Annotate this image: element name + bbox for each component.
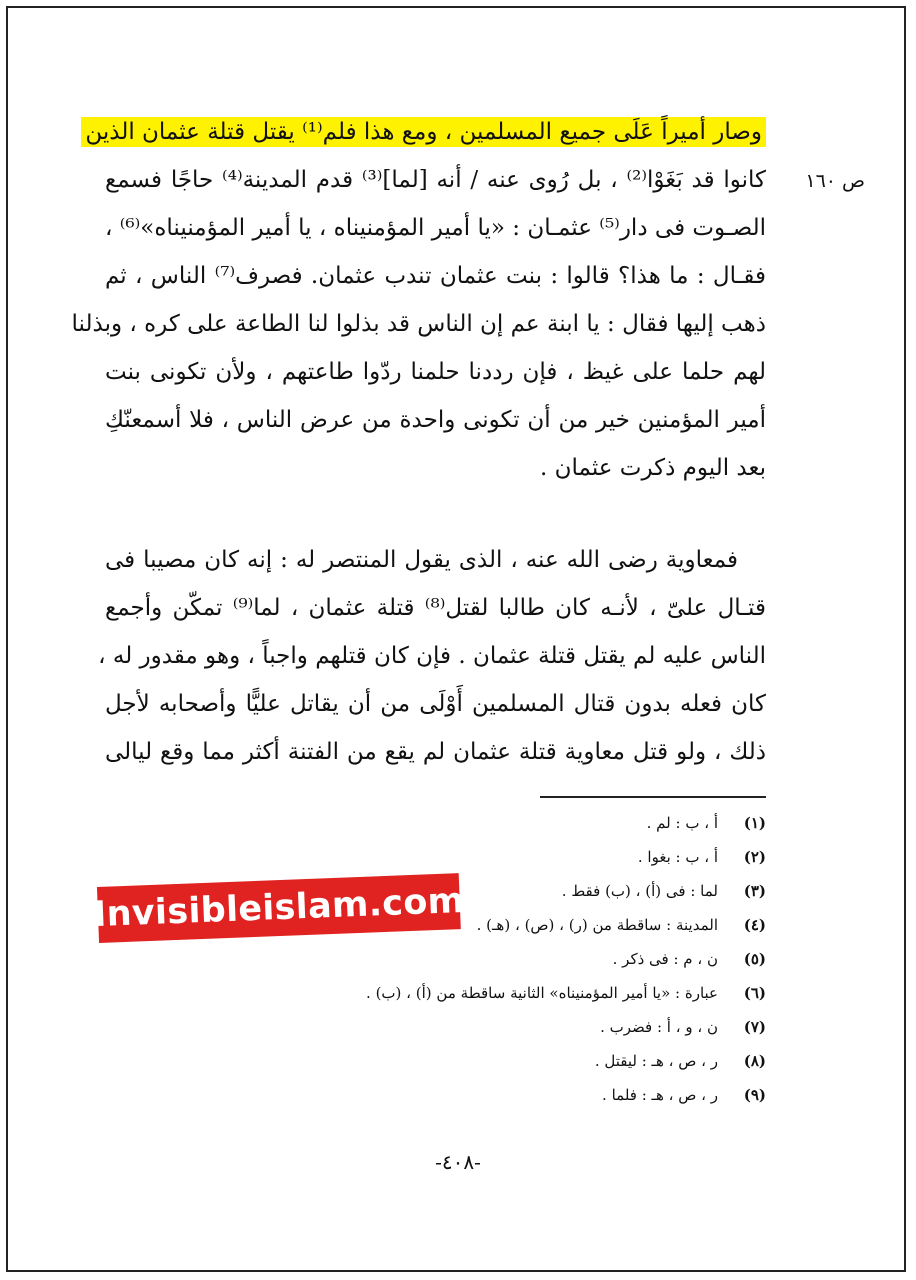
text-line: قتـال علىّ ، لأنـه كان طالبا لقتل⁽⁸⁾ قتلة عثمان ، لما⁽⁹⁾ تمكّن وأجمع	[105, 595, 766, 621]
footnote-text: أ ، ب : لم .	[646, 814, 718, 832]
footnote-text: المدينة : ساقطة من (ر) ، (ص) ، (هـ) .	[476, 916, 718, 934]
footnote-number: (٢)	[743, 848, 766, 866]
footnote	[206, 976, 766, 1010]
footnote-text: ن ، م : فى ذكر .	[612, 950, 718, 968]
footnote-number: (١)	[743, 814, 766, 832]
footnotes	[206, 806, 766, 1112]
text-line: بعد اليوم ذكرت عثمان .	[540, 455, 766, 481]
footnote-text: ن ، و ، أ : فضرب .	[600, 1018, 718, 1036]
text-line: الصـوت فى دار⁽⁵⁾ عثمـان : «يا أمير المؤمنيناه ، يا أمير المؤمنيناه»⁽⁶⁾ ،	[105, 215, 767, 241]
footnote-number: (٨)	[743, 1052, 766, 1070]
footnote	[206, 942, 766, 976]
highlighted-text: وصار أميراً عَلَى جميع المسلمين ، ومع هذا فلم⁽¹⁾ يقتل قتلة عثمان الذين	[81, 117, 766, 147]
watermark-text: Invisibleislam.com	[92, 880, 466, 936]
footnote-number: (٧)	[743, 1018, 766, 1036]
text-line: أمير المؤمنين خير من أن تكونى واحدة من عرض الناس ، فلا أسمعنّكِ	[105, 407, 766, 433]
footnote	[206, 1010, 766, 1044]
footnote-text: ر ، ص ، هـ : فلما .	[602, 1086, 718, 1104]
text-line: كانوا قد بَغَوْا⁽²⁾ ، بل رُوى عنه / أنه [لما]⁽³⁾ قدم المدينة⁽⁴⁾ حاجًا فسمع	[105, 167, 766, 193]
footnote-number: (٥)	[743, 950, 766, 968]
text-line: لهم حلما على غيظ ، فإن رددنا حلمنا ردّوا طاعتهم ، ولأن تكونى بنت	[105, 359, 766, 385]
footnote-number: (٤)	[743, 916, 766, 934]
page-number: -٤٠٨-	[435, 1150, 481, 1174]
text-line: فمعاوية رضى الله عنه ، الذى يقول المنتصر له : إنه كان مصيبا فى	[105, 547, 738, 573]
footnote-number: (٣)	[743, 882, 766, 900]
footnote-separator	[540, 796, 766, 798]
main-paragraph-1	[71, 108, 767, 492]
footnote-number: (٩)	[743, 1086, 766, 1104]
footnote	[206, 1044, 766, 1078]
text-line: الناس عليه لم يقتل قتلة عثمان . فإن كان قتلهم واجباً ، وهو مقدور له ،	[98, 643, 766, 669]
footnote-text: لما : فى (أ) ، (ب) فقط .	[561, 882, 718, 900]
footnote	[206, 840, 766, 874]
footnote-text: ر ، ص ، هـ : ليقتل .	[594, 1052, 718, 1070]
text-line	[85, 108, 766, 156]
footnote-text: عبارة : «يا أمير المؤمنيناه» الثانية ساقطة من (أ) ، (ب) .	[366, 984, 718, 1002]
footnote	[206, 806, 766, 840]
text-line: فقـال : ما هذا؟ قالوا : بنت عثمان تندب عثمان. فصرف⁽⁷⁾ الناس ، ثم	[105, 263, 767, 289]
text-line: كان فعله بدون قتال المسلمين أَوْلَى من أن يقاتل عليًّا وأصحابه لأجل	[105, 691, 766, 717]
margin-page-reference: ص ١٦٠	[805, 170, 865, 192]
footnote-text: أ ، ب : بغوا .	[637, 848, 718, 866]
text-line: ذلك ، ولو قتل معاوية قتلة عثمان لم يقع من الفتنة أكثر مما وقع ليالى	[105, 739, 766, 765]
main-paragraph-2	[98, 536, 766, 776]
footnote-number: (٦)	[743, 984, 766, 1002]
text-line: ذهب إليها فقال : يا ابنة عم إن الناس قد بذلوا لنا الطاعة على كره ، وبذلنا	[71, 311, 766, 337]
footnote	[206, 1078, 766, 1112]
